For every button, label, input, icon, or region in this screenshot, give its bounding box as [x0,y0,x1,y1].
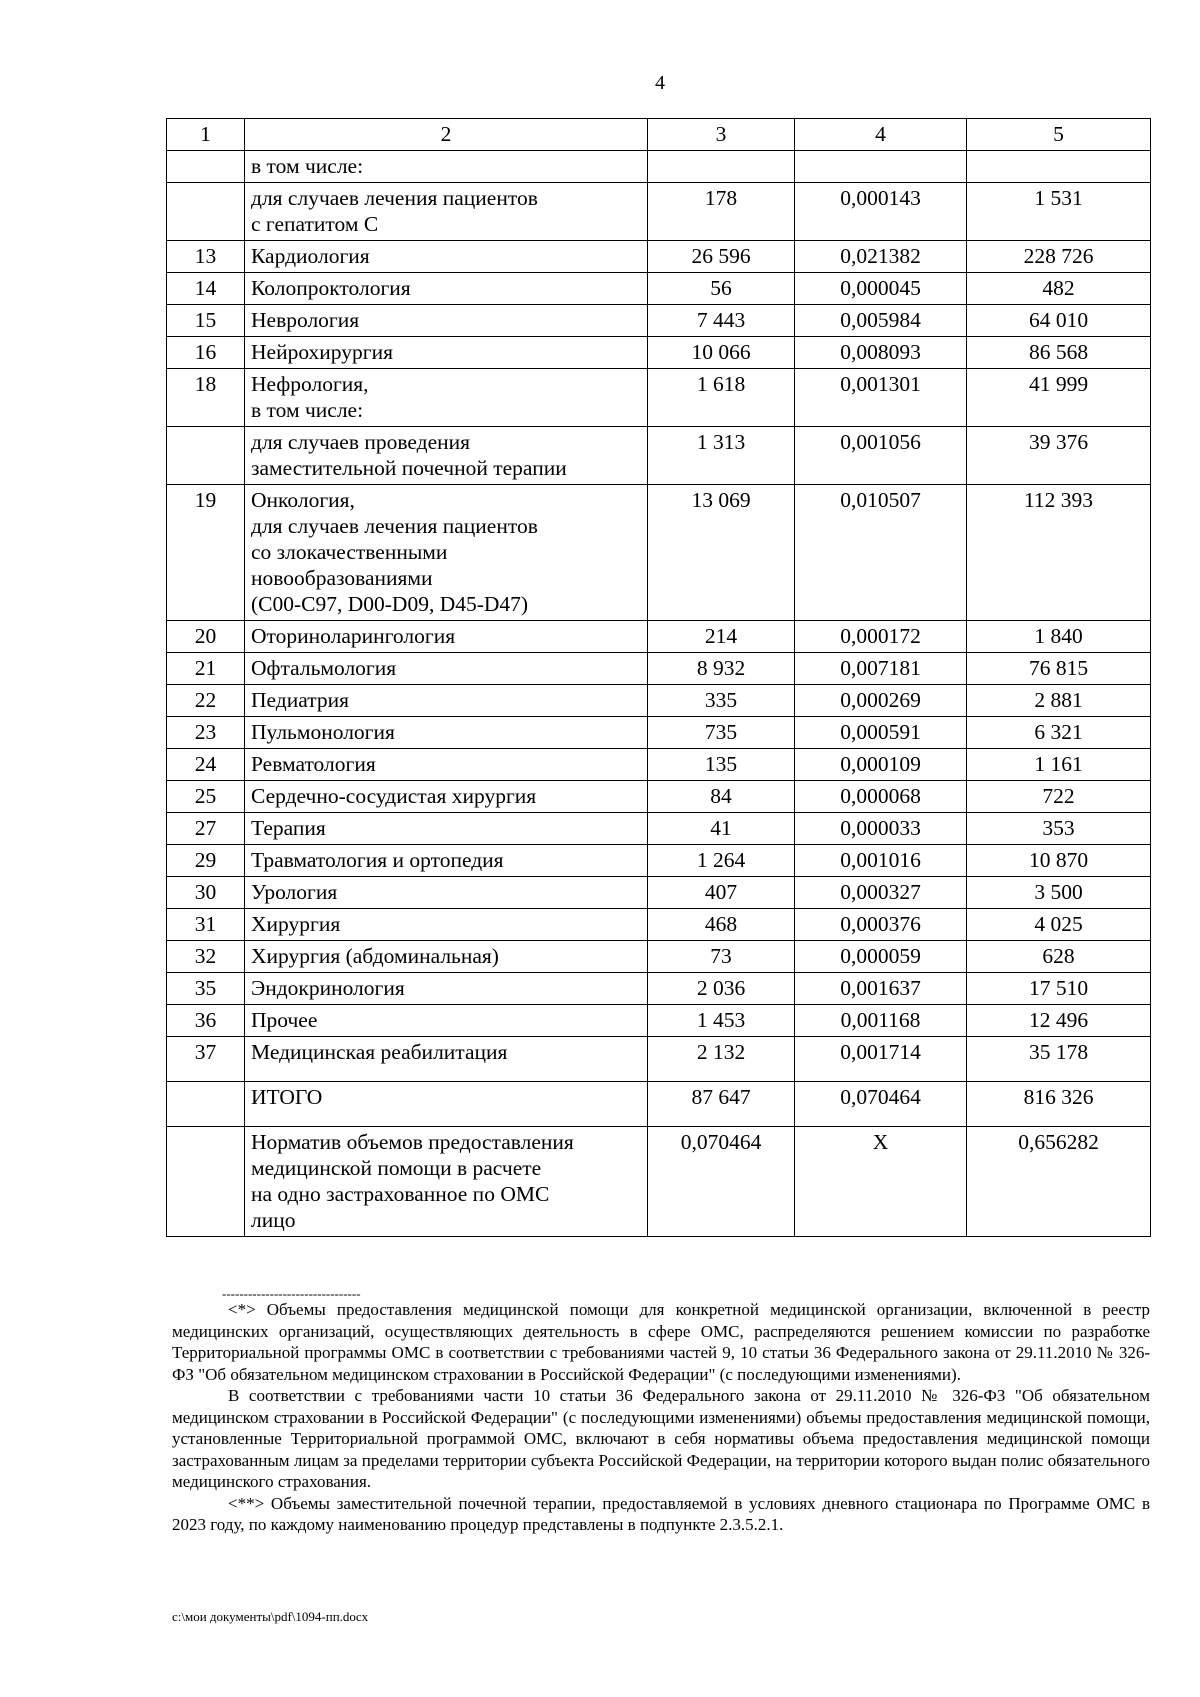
row-number-cell [167,151,245,183]
table-row [167,749,1151,781]
table-row [167,717,1151,749]
table-row [167,151,1151,183]
footnotes [172,1299,1150,1536]
row-total-cell [967,151,1151,183]
table-row [167,941,1151,973]
row-norm-cell: 0,001016 [795,845,967,877]
data-table [166,118,1151,1237]
table-row [167,337,1151,369]
row-name-cell: Пульмонология [245,717,648,749]
row-total-cell: 4 025 [967,909,1151,941]
row-name-cell: Эндокринология [245,973,648,1005]
row-name-cell: Медицинская реабилитация [245,1037,648,1082]
table-row [167,273,1151,305]
row-norm-cell: 0,000172 [795,621,967,653]
row-name-cell: Кардиология [245,241,648,273]
row-number-cell [167,1127,245,1237]
row-name-cell: Офтальмология [245,653,648,685]
row-total-cell: 0,656282 [967,1127,1151,1237]
row-total-cell: 228 726 [967,241,1151,273]
row-norm-cell: 0,000269 [795,685,967,717]
footnote-separator: -------------------------------- [222,1286,361,1301]
row-norm-cell: 0,000068 [795,781,967,813]
header-cell: 5 [967,119,1151,151]
row-number-cell: 22 [167,685,245,717]
row-value-cell: 735 [648,717,795,749]
row-norm-cell: 0,005984 [795,305,967,337]
row-name-cell: Терапия [245,813,648,845]
table-row [167,653,1151,685]
footnote-3: <**> Объемы заместительной почечной терапии, предоставляемой в условиях дневного стационара по Программе ОМС в 2023 году, по каждому наименованию процедур представлены в подпункте 2.3.5.2.1. [172,1493,1150,1534]
table-header-row [167,119,1151,151]
row-value-cell: 135 [648,749,795,781]
table-row [167,369,1151,427]
row-name-cell: Хирургия [245,909,648,941]
table-row [167,909,1151,941]
row-value-cell: 1 453 [648,1005,795,1037]
row-total-cell: 3 500 [967,877,1151,909]
row-value-cell: 41 [648,813,795,845]
row-total-cell: 353 [967,813,1151,845]
row-total-cell: 17 510 [967,973,1151,1005]
table-row [167,1127,1151,1237]
row-value-cell: 2 036 [648,973,795,1005]
row-total-cell: 1 531 [967,183,1151,241]
row-value-cell: 335 [648,685,795,717]
row-norm-cell: 0,000327 [795,877,967,909]
row-value-cell: 87 647 [648,1082,795,1127]
table-row [167,685,1151,717]
row-number-cell [167,183,245,241]
row-value-cell: 56 [648,273,795,305]
row-total-cell: 10 870 [967,845,1151,877]
row-total-cell: 86 568 [967,337,1151,369]
row-number-cell: 32 [167,941,245,973]
row-norm-cell: 0,000376 [795,909,967,941]
table-row [167,1037,1151,1082]
row-name-cell: в том числе: [245,151,648,183]
row-name-cell: Нейрохирургия [245,337,648,369]
row-name-cell: Ревматология [245,749,648,781]
row-total-cell: 1 161 [967,749,1151,781]
row-value-cell: 1 313 [648,427,795,485]
header-cell: 3 [648,119,795,151]
header-cell: 1 [167,119,245,151]
row-total-cell: 64 010 [967,305,1151,337]
row-value-cell: 7 443 [648,305,795,337]
row-number-cell [167,427,245,485]
row-name-cell: Педиатрия [245,685,648,717]
table-row [167,973,1151,1005]
table-row [167,1082,1151,1127]
row-norm-cell: 0,000033 [795,813,967,845]
row-name-cell: для случаев проведения заместительной почечной терапии [245,427,648,485]
row-name-cell: Сердечно-сосудистая хирургия [245,781,648,813]
table-row [167,305,1151,337]
row-total-cell: 1 840 [967,621,1151,653]
row-norm-cell: 0,001301 [795,369,967,427]
row-total-cell: 41 999 [967,369,1151,427]
row-norm-cell: Х [795,1127,967,1237]
row-value-cell: 1 618 [648,369,795,427]
row-norm-cell: 0,010507 [795,485,967,621]
row-number-cell: 25 [167,781,245,813]
file-path-footer: c:\мои документы\pdf\1094-пп.docx [172,1609,369,1624]
row-value-cell: 214 [648,621,795,653]
row-name-cell: Нефрология, в том числе: [245,369,648,427]
row-name-cell: Травматология и ортопедия [245,845,648,877]
row-value-cell: 73 [648,941,795,973]
row-value-cell: 2 132 [648,1037,795,1082]
row-total-cell: 816 326 [967,1082,1151,1127]
row-name-cell: Онкология, для случаев лечения пациентов со злокачественными новообразованиями (C00-C97, D00-D09, D45-D47) [245,485,648,621]
row-norm-cell: 0,008093 [795,337,967,369]
row-number-cell: 27 [167,813,245,845]
row-number-cell: 15 [167,305,245,337]
row-total-cell: 76 815 [967,653,1151,685]
row-name-cell: Хирургия (абдоминальная) [245,941,648,973]
row-value-cell [648,151,795,183]
row-number-cell: 37 [167,1037,245,1082]
row-name-cell: Оториноларингология [245,621,648,653]
row-value-cell: 468 [648,909,795,941]
row-total-cell: 35 178 [967,1037,1151,1082]
row-total-cell: 482 [967,273,1151,305]
row-norm-cell: 0,000591 [795,717,967,749]
row-number-cell: 13 [167,241,245,273]
row-number-cell: 31 [167,909,245,941]
table-row [167,781,1151,813]
row-number-cell: 21 [167,653,245,685]
row-number-cell: 30 [167,877,245,909]
row-number-cell: 14 [167,273,245,305]
row-number-cell: 36 [167,1005,245,1037]
row-name-cell: Колопроктология [245,273,648,305]
row-value-cell: 13 069 [648,485,795,621]
row-number-cell: 24 [167,749,245,781]
row-norm-cell: 0,000059 [795,941,967,973]
table-row [167,241,1151,273]
row-total-cell: 2 881 [967,685,1151,717]
header-cell: 4 [795,119,967,151]
row-number-cell [167,1082,245,1127]
row-norm-cell: 0,001056 [795,427,967,485]
row-name-cell: для случаев лечения пациентов с гепатитом С [245,183,648,241]
table-row [167,1005,1151,1037]
row-norm-cell: 0,021382 [795,241,967,273]
row-value-cell: 1 264 [648,845,795,877]
table-row [167,621,1151,653]
page-number: 4 [655,72,665,94]
row-number-cell: 29 [167,845,245,877]
table-row [167,845,1151,877]
row-value-cell: 84 [648,781,795,813]
table-row [167,427,1151,485]
row-value-cell: 8 932 [648,653,795,685]
row-norm-cell: 0,000109 [795,749,967,781]
row-norm-cell: 0,001637 [795,973,967,1005]
row-value-cell: 407 [648,877,795,909]
row-norm-cell: 0,001714 [795,1037,967,1082]
header-cell: 2 [245,119,648,151]
row-norm-cell [795,151,967,183]
row-value-cell: 26 596 [648,241,795,273]
footnote-2: В соответствии с требованиями части 10 статьи 36 Федерального закона от 29.11.2010 № 326-ФЗ "Об обязательном медицинском страховании в Российской Федерации" (с последующими изменениями) объемы предоставления медицинской помощи, установленные Территориальной программой ОМС, включают в себя нормативы объема предоставления медицинской помощи застрахованным лицам за пределами территории субъекта Российской Федерации, на территории которого выдан полис обязательного медицинского страхования. [172,1386,1150,1491]
row-name-cell: Неврология [245,305,648,337]
row-total-cell: 12 496 [967,1005,1151,1037]
table-row [167,183,1151,241]
row-value-cell: 0,070464 [648,1127,795,1237]
footnote-1: <*> Объемы предоставления медицинской помощи для конкретной медицинской организации, включенной в реестр медицинских организаций, осуществляющих деятельность в сфере ОМС, распределяются решением комиссии по разработке Территориальной программы ОМС в соответствии с требованиями частей 9, 10 статьи 36 Федерального закона от 29.11.2010 № 326-ФЗ "Об обязательном медицинском страховании в Российской Федерации" (с последующими изменениями). [172,1300,1150,1384]
table-row [167,877,1151,909]
row-name-cell: ИТОГО [245,1082,648,1127]
row-number-cell: 20 [167,621,245,653]
row-total-cell: 722 [967,781,1151,813]
row-total-cell: 6 321 [967,717,1151,749]
row-total-cell: 39 376 [967,427,1151,485]
table-row [167,813,1151,845]
row-number-cell: 18 [167,369,245,427]
row-name-cell: Урология [245,877,648,909]
row-norm-cell: 0,000045 [795,273,967,305]
row-norm-cell: 0,070464 [795,1082,967,1127]
row-number-cell: 35 [167,973,245,1005]
row-number-cell: 23 [167,717,245,749]
row-value-cell: 178 [648,183,795,241]
row-total-cell: 628 [967,941,1151,973]
table-row [167,485,1151,621]
row-total-cell: 112 393 [967,485,1151,621]
row-number-cell: 19 [167,485,245,621]
row-name-cell: Норматив объемов предоставления медицинской помощи в расчете на одно застрахованное по ОМС лицо [245,1127,648,1237]
row-value-cell: 10 066 [648,337,795,369]
row-norm-cell: 0,001168 [795,1005,967,1037]
row-number-cell: 16 [167,337,245,369]
row-norm-cell: 0,000143 [795,183,967,241]
row-name-cell: Прочее [245,1005,648,1037]
row-norm-cell: 0,007181 [795,653,967,685]
